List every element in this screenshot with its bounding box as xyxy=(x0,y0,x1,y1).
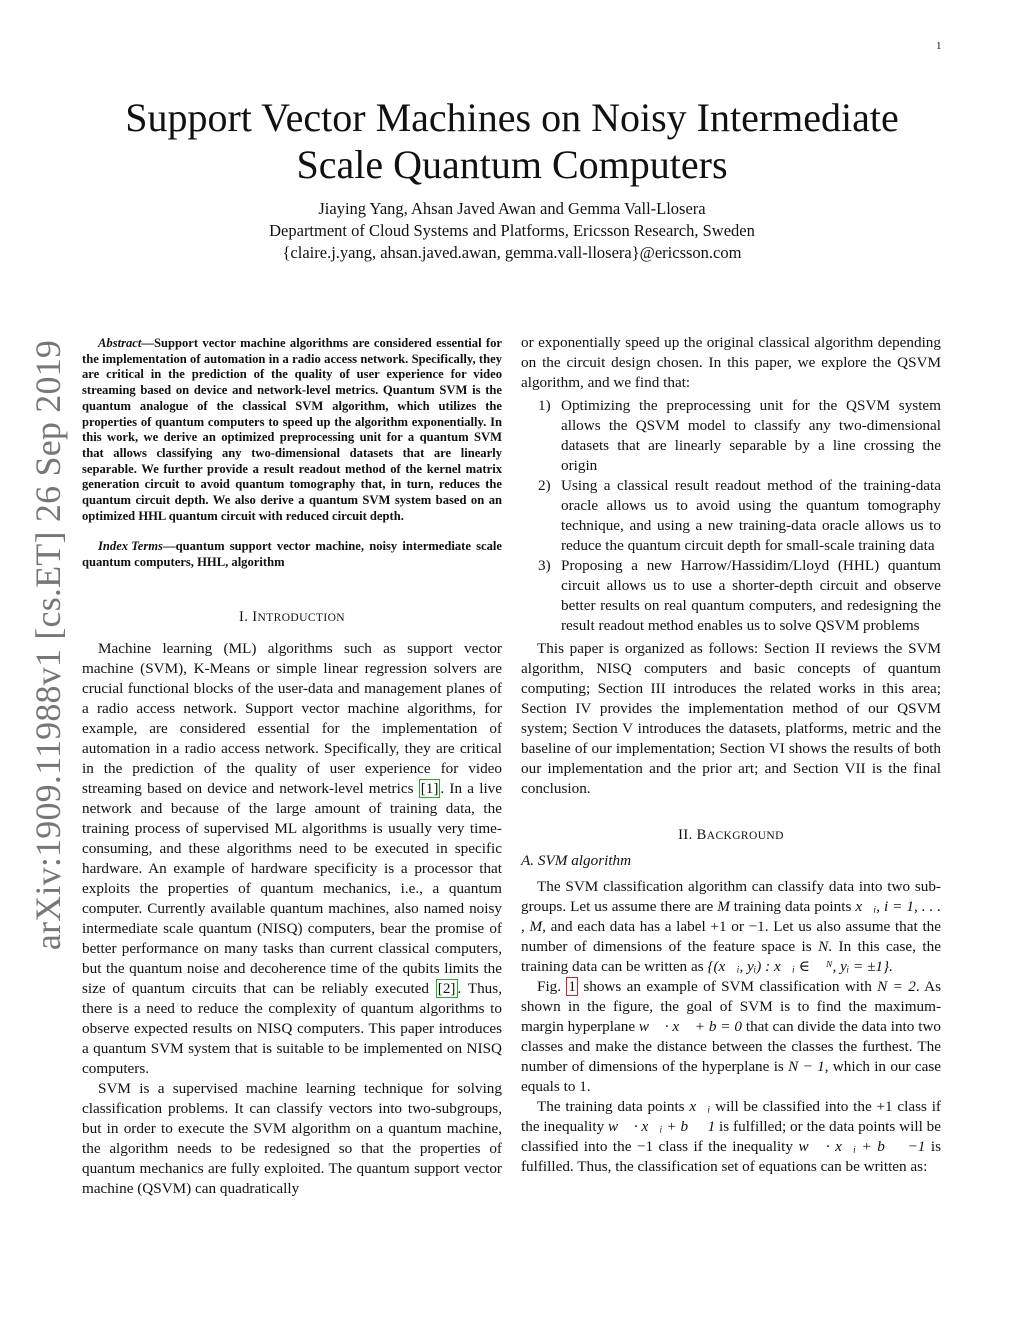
author-names: Jiaying Yang, Ahsan Javed Awan and Gemma Vall-Llosera xyxy=(318,199,706,218)
list-item: 1) Optimizing the preprocessing unit for the QSVM system allows the QSVM model to classify any two-dimensional datasets that are linearly separable by a line crossing the origin xyxy=(538,397,941,474)
section-heading-introduction: I. INTRODUCTION xyxy=(239,608,345,625)
title-line-1: Support Vector Machines on Noisy Intermediate xyxy=(125,95,899,140)
index-terms-label: Index Terms xyxy=(98,539,163,554)
subsection-heading-svm: A. SVM algorithm xyxy=(521,852,632,869)
abstract xyxy=(82,336,502,524)
right-column xyxy=(521,333,941,1177)
index-terms-text: —quantum support vector machine, noisy intermediate scale quantum computers, HHL, algorithm xyxy=(82,539,502,570)
left-column xyxy=(82,333,502,1199)
author-block xyxy=(120,198,904,264)
paper-title xyxy=(80,94,944,188)
arxiv-stamp[interactable]: arXiv:1909.11988v1 [cs.ET] 26 Sep 2019 xyxy=(28,339,68,951)
citation-link-2[interactable]: [2] xyxy=(437,979,456,997)
section-heading-background: II. BACKGROUND xyxy=(678,827,784,843)
organization-paragraph: This paper is organized as follows: Section II reviews the SVM algorithm, NISQ computers and basic concepts of quantum computing; Section III introduces the related works in this area; Section IV provides the implementation method of our QSVM system; Section V introduces the datasets, platforms, metric and the baseline of our implementation; Section VI shows the results of both our implementation and the prior art; and Section VII is the final conclusion. xyxy=(521,640,941,797)
page-number: 1 xyxy=(936,40,942,52)
list-item: 3) Proposing a new Harrow/Hassidim/Lloyd (HHL) quantum circuit allows us to use a shorter-depth circuit and observe better results on real quantum computers, and redesigning the result readout method enables us to solve QSVM problems xyxy=(538,557,941,634)
svm-paragraph-1: The SVM classification algorithm can classify data into two sub-groups. Let us assume there are M training data points x⃗ᵢ, i = 1, . . . , M, and each data has a label +1 or −1. Let us also assume that the number of dimensions of the feature space is N. In this case, the training data can be written as {(x⃗ᵢ, yᵢ) : x⃗ᵢ ∈ ℝᴺ, yᵢ = ±1}. xyxy=(521,878,942,975)
citation-link-1[interactable]: [1] xyxy=(420,779,439,797)
contribution-list xyxy=(521,396,941,636)
abstract-label: Abstract xyxy=(98,336,142,350)
list-item: 2) Using a classical result readout method of the training-data oracle allows us to avoid using the quantum tomography technique, and using a new training-data oracle allows us to reduce the quantum circuit depth for small-scale training data xyxy=(538,477,941,554)
svm-paragraph-2: Fig. 1 shows an example of SVM classification with N = 2. As shown in the figure, the goal of SVM is to find the maximum-margin hyperplane w⃗ · x⃗ + b = 0 that can divide the data into two classes and make the distance between the classes the furthest. The number of dimensions of the hyperplane is N − 1, which in our case equals to 1. xyxy=(521,978,942,1095)
figure-link-1[interactable]: 1 xyxy=(568,978,576,995)
intro-paragraph-2: SVM is a supervised machine learning technique for solving classification problems. It can classify vectors into two-subgroups, but in order to execute the SVM algorithm on a quantum machine, the algorithm needs to be redesigned so that the properties of quantum mechanics are fully exploited. The quantum support vector machine (QSVM) can quadratically xyxy=(82,1079,502,1197)
title-line-2: Scale Quantum Computers xyxy=(296,142,728,187)
index-terms xyxy=(82,539,502,570)
author-affiliation: Department of Cloud Systems and Platforms, Ericsson Research, Sweden xyxy=(269,221,755,240)
intro-paragraph-1: Machine learning (ML) algorithms such as support vector machine (SVM), K-Means or simple linear regression solvers are crucial functional blocks of the user-data and management planes of a radio access network. Support vector machine algorithms, for example, are considered essential for the implementation of automation in a radio access network. Specifically, they are critical in the prediction of the quality of user experience for video streaming based on device and network-level metrics [1] . In a live network and because of the large amount of training data, the training process of supervised ML algorithms is usually very time-consuming, and these algorithms need to be executed in specific hardware. An example of hardware specificity is a processor that exploits the properties of quantum mechanics, i.e., a quantum computer. Currently available quantum machines, also named noisy intermediate scale quantum (NISQ) computers, bear the promise of better performance on many tasks than current classical computers, but the quantum noise and decoherence time of the qubits limits the size of quantum circuits that can be reliably executed [2] . Thus, there is a need to reduce the complexity of quantum algorithms to observe expected results on NISQ computers. This paper introduces a quantum SVM system that is suitable to be implemented on NISQ computers. xyxy=(82,639,502,1077)
abstract-text: —Support vector machine algorithms are considered essential for the implementation of automation in a radio access network. Specifically, they are critical in the prediction of the quality of user experience for video streaming based on device and network-level metrics. Quantum SVM is the quantum analogue of the classical SVM algorithm, which utilizes the properties of quantum computers to speed up the algorithm exponentially. In this work, we derive an optimized preprocessing unit for a quantum SVM that allows classifying any two-dimensional datasets that are linearly separable. We further provide a result readout method of the kernel matrix generation circuit to avoid quantum tomography that, in turn, reduces the quantum circuit depth. We also derive a quantum SVM system based on an optimized HHL quantum circuit with reduced circuit depth. xyxy=(82,336,502,523)
intro-paragraph-2-continued: or exponentially speed up the original classical algorithm depending on the circuit design chosen. In this paper, we explore the QSVM algorithm, and we find that: xyxy=(521,334,941,391)
svm-paragraph-3: The training data points x⃗ᵢ will be classified into the +1 class if the inequality w⃗ · x⃗ᵢ + b ⩾ 1 is fulfilled; or the data points will be classified into the −1 class if the inequality w⃗ · x⃗ᵢ + b ⩽ −1 is fulfilled. Thus, the classification set of equations can be written as: xyxy=(521,1098,941,1175)
author-emails: {claire.j.yang, ahsan.javed.awan, gemma.vall-llosera}@ericsson.com xyxy=(282,243,742,262)
